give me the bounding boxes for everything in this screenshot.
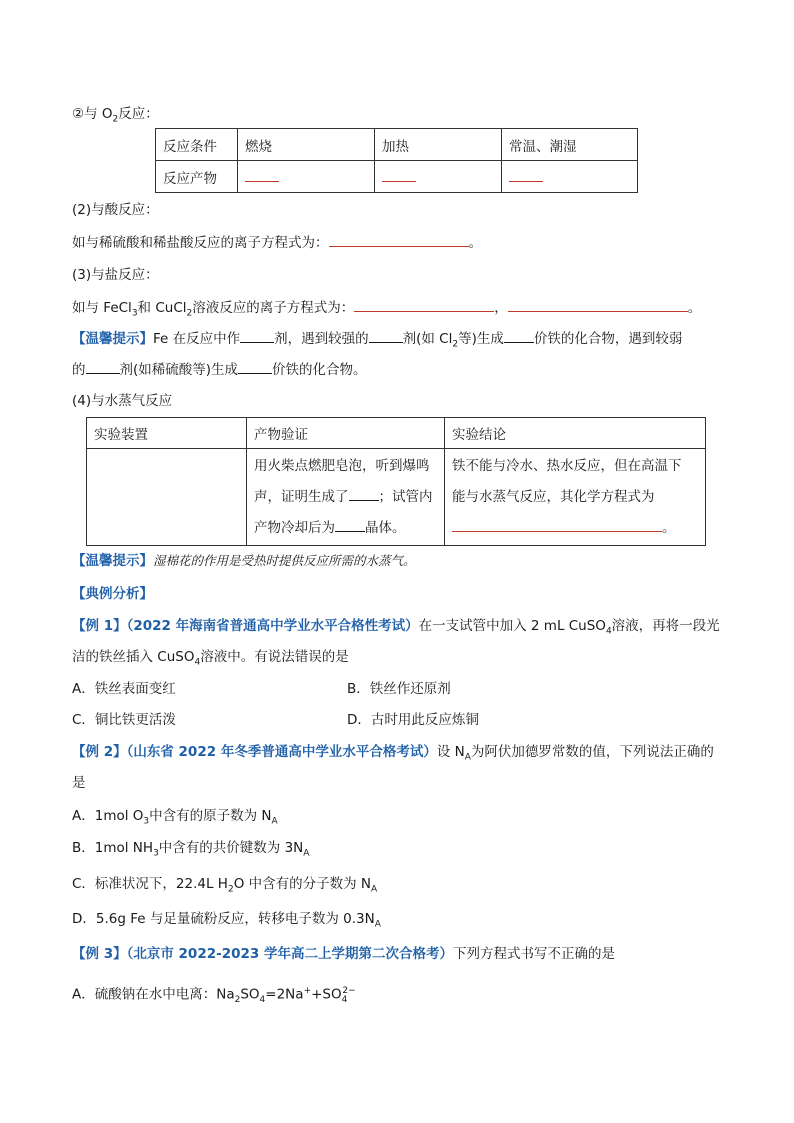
o2-reaction-table [155,128,638,193]
tip-label: 【温馨提示】 [72,553,153,569]
answer-blank[interactable] [369,328,403,343]
example-1-line-1: 【例 1】（2022 年海南省普通高中学业水平合格性考试）在一支试管中加入 2 mL CuSO$_4$溶液，再将一段光 [72,618,720,637]
answer-blank[interactable] [382,167,416,182]
table1-cell: 常温、潮湿 [502,129,638,161]
analysis-heading: 【典例分析】 [72,586,153,602]
example-3-line-1: 【例 3】（北京市 2022-2023 学年高二上学期第二次合格考）下列方程式书写不正确的是 [72,946,615,962]
answer-blank[interactable] [452,517,662,532]
answer-blank[interactable] [354,297,494,312]
answer-blank[interactable] [349,486,379,501]
source-label: （2022 年海南省普通高中学业水平合格性考试） [126,618,419,634]
option-c[interactable]: C．铜比铁更活泼 [72,712,176,728]
option-d[interactable]: D．5.6g Fe 与足量硫粉反应，转移电子数为 $0.3N_A$ [72,911,381,930]
apparatus-cell [87,449,247,546]
answer-blank[interactable] [509,167,543,182]
table1-cell: 加热 [375,129,502,161]
option-b[interactable]: B．铁丝作还原剂 [347,681,451,697]
option-a[interactable]: A．硫酸钠在水中电离：$Na_2SO_4=2Na^++SO_4^{2-}$ [72,986,356,1006]
acid-question: 如与稀硫酸和稀盐酸反应的离子方程式为： 。 [72,232,482,253]
example-2-line-2: 是 [72,775,86,791]
option-c[interactable]: C．标准状况下，22.4L $H_2O$ 中含有的分子数为 $N_A$ [72,876,378,895]
answer-blank[interactable] [508,297,688,312]
table2-header: 实验结论 [445,418,706,449]
tip-line-1: 【温馨提示】Fe 在反应中作 剂，遇到较强的 剂(如 $Cl_2$等)生成 价铁的化合物，遇到较弱 [72,328,682,355]
tip-line-2: 的 剂(如稀硫酸等)生成 价铁的化合物。 [72,359,367,380]
tip-line-3: 【温馨提示】湿棉花的作用是受热时提供反应所需的水蒸气。 [72,553,416,569]
table1-cell: 反应条件 [156,129,238,161]
table1-cell: 燃烧 [238,129,375,161]
table1-cell [502,161,638,193]
option-d[interactable]: D．古时用此反应炼铜 [347,712,479,728]
tip-label: 【温馨提示】 [72,331,153,347]
answer-blank[interactable] [329,232,469,247]
conclusion-cell: 铁不能与冷水、热水反应，但在高温下 能与水蒸气反应，其化学方程式为 。 [445,449,706,546]
example-2-line-1: 【例 2】（山东省 2022 年冬季普通高中学业水平合格考试）设 $N_A$为阿伏加德罗常数的值，下列说法正确的 [72,744,714,763]
steam-reaction-table [86,417,706,546]
source-label: （北京市 2022-2023 学年高二上学期第二次合格考） [126,946,453,962]
answer-blank[interactable] [245,167,279,182]
salt-heading: (3)与盐反应： [72,267,159,283]
product-verification-cell: 用火柴点燃肥皂泡，听到爆鸣 声，证明生成了 ；试管内 产物冷却后为 晶体。 [247,449,445,546]
acid-heading: (2)与酸反应： [72,202,159,218]
example-1-line-2: 洁的铁丝插入 CuSO$_4$溶液中。有说法错误的是 [72,649,349,668]
answer-blank[interactable] [240,328,274,343]
answer-blank[interactable] [504,328,534,343]
table1-cell [375,161,502,193]
steam-heading: (4)与水蒸气反应 [72,393,173,409]
salt-question: 如与 FeCl$_3$和 CuCl$_2$溶液反应的离子方程式为： ， 。 [72,297,701,324]
option-a[interactable]: A．1mol $O_3$中含有的原子数为 $N_A$ [72,808,278,827]
table2-header: 产物验证 [247,418,445,449]
o2-reaction-heading: ②与 $O_2$反应： [72,106,159,125]
table1-cell: 反应产物 [156,161,238,193]
answer-blank[interactable] [238,359,272,374]
table2-header: 实验装置 [87,418,247,449]
option-a[interactable]: A．铁丝表面变红 [72,681,176,697]
answer-blank[interactable] [86,359,120,374]
table1-cell [238,161,375,193]
source-label: （山东省 2022 年冬季普通高中学业水平合格考试） [126,744,437,760]
option-b[interactable]: B．1mol $NH_3$中含有的共价键数为 $3N_A$ [72,840,310,859]
answer-blank[interactable] [335,517,365,532]
